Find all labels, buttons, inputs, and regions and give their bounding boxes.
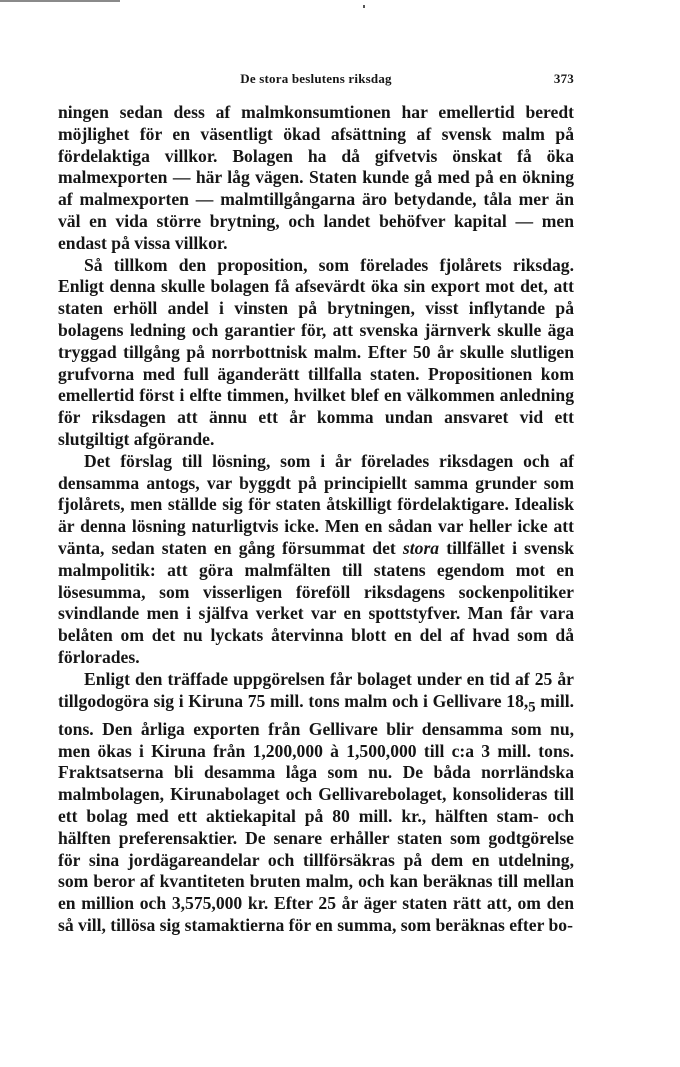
paragraph-2: Så tillkom den proposition, som förelades fjolårets riksdag. Enligt denna skulle bolagen få afsevärdt öka sin export mot det, att staten erhöll andel i vinsten på brytningen, visst inflytande på bolagens ledning och garantier för, att svenska järnverk skulle äga tryggad tillgång på norrbottnisk malm. Efter 50 år skulle slutligen grufvorna med full äganderätt tillfalla staten. Propositionen kom emellertid först i elfte timmen, hvilket blef en välkommen anledning för riksdagen att ännu ett år komma undan ansvaret vid ett slutgiltigt afgörande.: [58, 254, 574, 449]
page-number: 373: [553, 71, 574, 86]
paragraph-4-text-after: mill. tons. Den årliga exporten från Gellivare blir densamma som nu, men ökas i Kiruna från 1,200,000 à 1,500,000 till c:a 3 mill. tons. Fraktsatserna bli desamma låga som nu. De båda norrländska malmbolagen, Kirunabolaget och Gellivarebolaget, konsolideras till ett bolag med ett aktiekapital på 80 mill. kr., hälften stam- och hälften preferensaktier. De senare erhåller staten som godtgörelse för sina jordägareandelar och tillförsäkras på dem en utdelning, som beror af kvantiteten bruten malm, och kan beräknas till mellan en million och 3,575,000 kr. Efter 25 år äger staten rätt att, om den så vill, tillösa sig stamaktierna för en summa, som beräknas efter bo-: [58, 690, 574, 935]
body-text: [58, 102, 574, 937]
paragraph-4: [58, 669, 574, 937]
paragraph-3-text-after: tillfället i svensk malmpolitik: att göra malmfälten till statens egendom mot en lösesumma, som visserligen föreföll riksdagens sockenpolitiker svindlande men i själfva verket var en spottstyfver. Man får vara belåten om det nu lyckats återvinna blott en del af hvad som då förlorades.: [58, 537, 575, 667]
paragraph-3: [58, 451, 574, 669]
paragraph-1: ningen sedan dess af malmkonsumtionen har emellertid beredt möjlighet för en väsentligt ökad afsättning af svensk malm på fördelaktiga villkor. Bolagen ha då gifvetvis önskat få öka malmexporten — här låg vägen. Staten kunde gå med på en ökning af malmexporten — malmtillgångarna äro betydande, tåla mer än väl en vida större brytning, och landet behöfver kapital — men endast på vissa villkor.: [58, 102, 574, 253]
top-edge-rule: [0, 0, 120, 2]
running-head: [58, 71, 574, 91]
emphasized-word: stora: [402, 537, 440, 558]
decimal-subscript: 5: [528, 699, 536, 716]
paragraph-4-text-before: Enligt den träffade uppgörelsen får bolaget under en tid af 25 år tillgodogöra sig i Kiruna 75 mill. tons malm och i Gellivare 18,: [58, 668, 574, 711]
paragraph-3-text-before: Det förslag till lösning, som i år förelades riksdagen och af densamma antogs, var byggdt på principiellt samma grunder som fjolårets, men ställde sig för staten åtskilligt fördelaktigare. Idealisk är denna lösning naturligtvis icke. Men en sådan var heller icke att vänta, sedan staten en gång försummat det: [58, 450, 574, 558]
running-title: De stora beslutens riksdag: [240, 71, 392, 86]
print-speck: [363, 5, 365, 8]
